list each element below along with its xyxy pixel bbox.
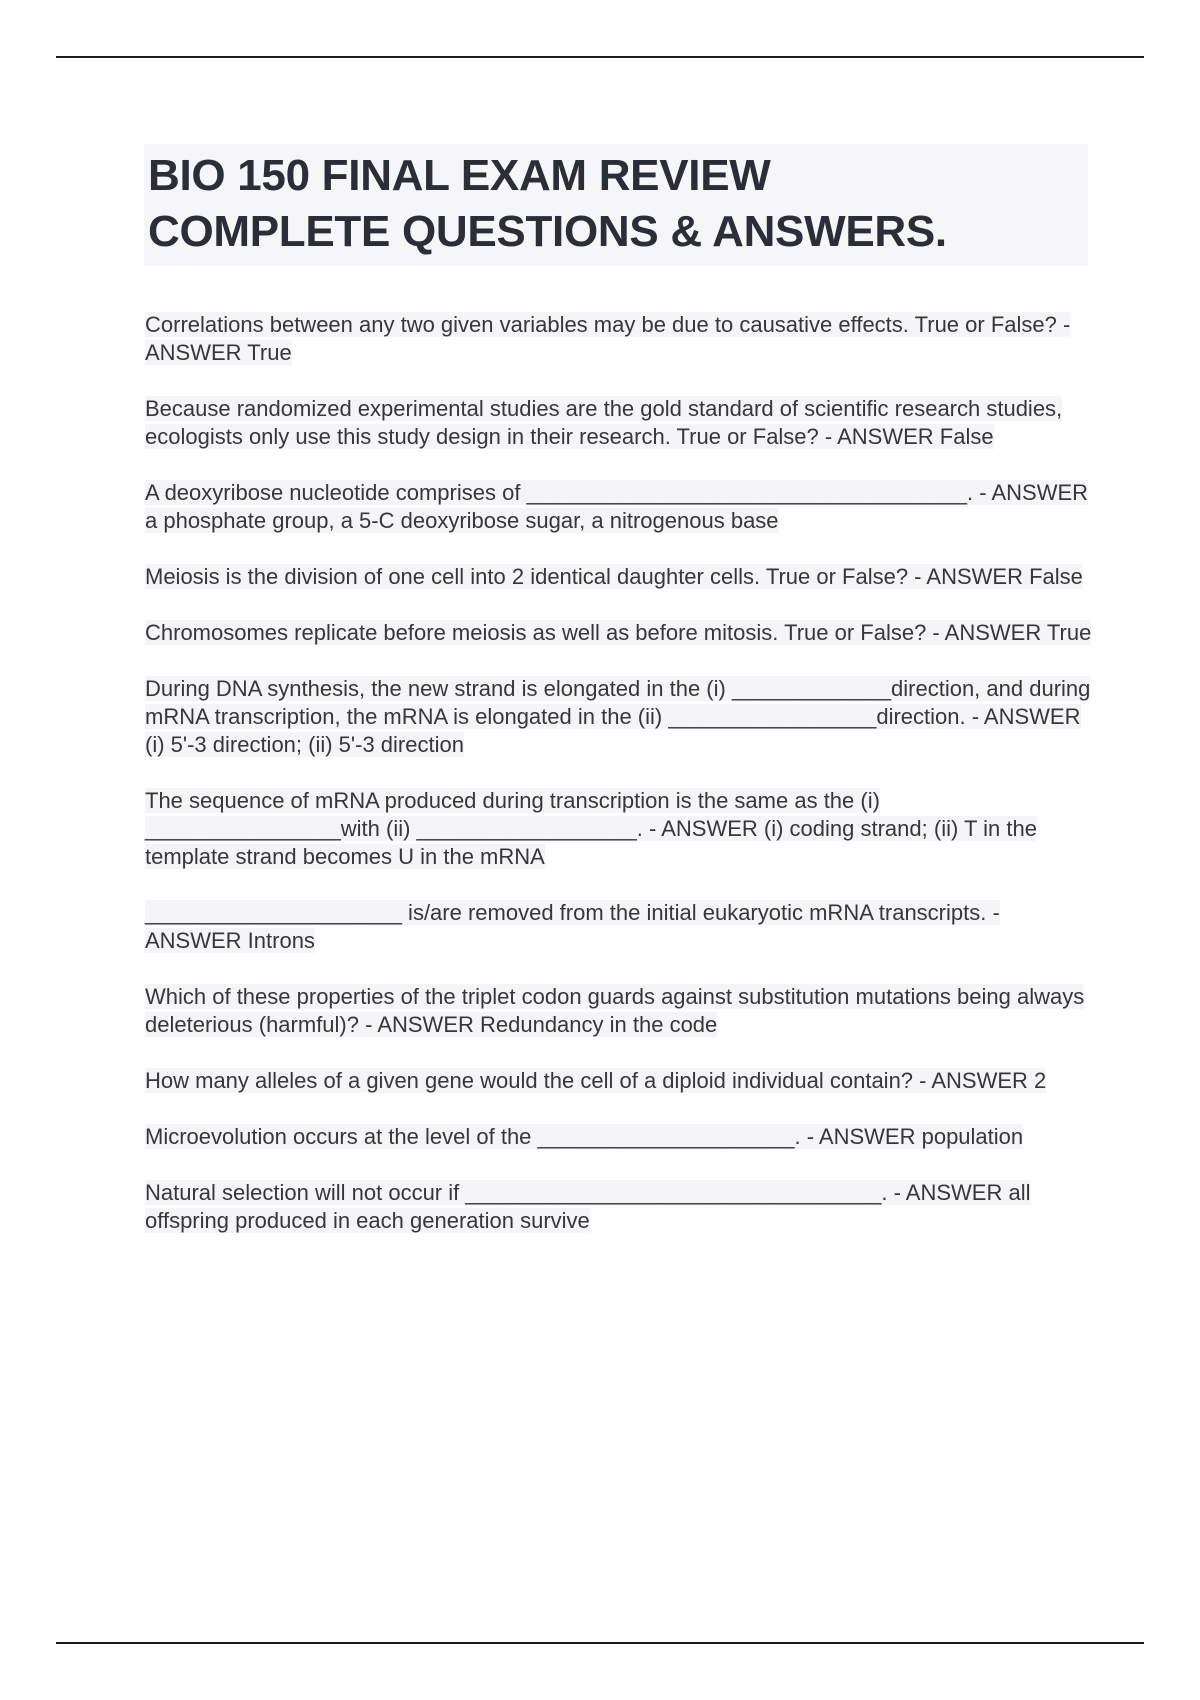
qa-item-8 (145, 899, 1095, 955)
qa-item-10 (145, 1067, 1095, 1095)
qa-item-11 (145, 1123, 1095, 1151)
title-line-1: BIO 150 FINAL EXAM REVIEW (148, 151, 771, 200)
qa-text: Because randomized experimental studies are the gold standard of scientific research studies, ecologists only use this study design in their research. True or False? - ANSWER False (145, 396, 1063, 449)
qa-text: Chromosomes replicate before meiosis as well as before mitosis. True or False? - ANSWER True (145, 620, 1092, 645)
qa-item-4 (145, 563, 1095, 591)
qa-text: How many alleles of a given gene would the cell of a diploid individual contain? - ANSWER 2 (145, 1068, 1047, 1093)
bottom-rule (56, 1642, 1144, 1644)
qa-text: During DNA synthesis, the new strand is elongated in the (i) _____________direction, and during mRNA transcription, the mRNA is elongated in the (ii) _________________direction. - ANSWER (i) 5'-3 direction; (ii) 5'-3 direction (145, 676, 1091, 757)
qa-text: Correlations between any two given variables may be due to causative effects. True or False? - ANSWER True (145, 312, 1071, 365)
qa-item-3 (145, 479, 1095, 535)
qa-text: Microevolution occurs at the level of the _____________________. - ANSWER population (145, 1124, 1024, 1149)
qa-item-5 (145, 619, 1095, 647)
document-title (144, 144, 1088, 266)
top-rule (56, 56, 1144, 58)
qa-item-12 (145, 1179, 1095, 1235)
qa-text: The sequence of mRNA produced during transcription is the same as the (i) ________________with (ii) __________________. - ANSWER (i) coding strand; (ii) T in the template strand becomes U in the mRNA (145, 788, 1037, 869)
qa-item-9 (145, 983, 1095, 1039)
qa-item-1 (145, 311, 1095, 367)
qa-list (145, 311, 1095, 1263)
qa-text: Natural selection will not occur if __________________________________. - ANSWER all offspring produced in each generation survive (145, 1180, 1031, 1233)
qa-text: _____________________ is/are removed from the initial eukaryotic mRNA transcripts. - ANSWER Introns (145, 900, 1000, 953)
qa-text: Meiosis is the division of one cell into 2 identical daughter cells. True or False? - ANSWER False (145, 564, 1083, 589)
qa-text: Which of these properties of the triplet codon guards against substitution mutations being always deleterious (harmful)? - ANSWER Redundancy in the code (145, 984, 1085, 1037)
qa-item-7 (145, 787, 1095, 871)
title-line-2: COMPLETE QUESTIONS & ANSWERS. (148, 207, 947, 256)
qa-item-6 (145, 675, 1095, 759)
qa-text: A deoxyribose nucleotide comprises of ____________________________________. - ANSWER a phosphate group, a 5-C deoxyribose sugar, a nitrogenous base (145, 480, 1089, 533)
qa-item-2 (145, 395, 1095, 451)
